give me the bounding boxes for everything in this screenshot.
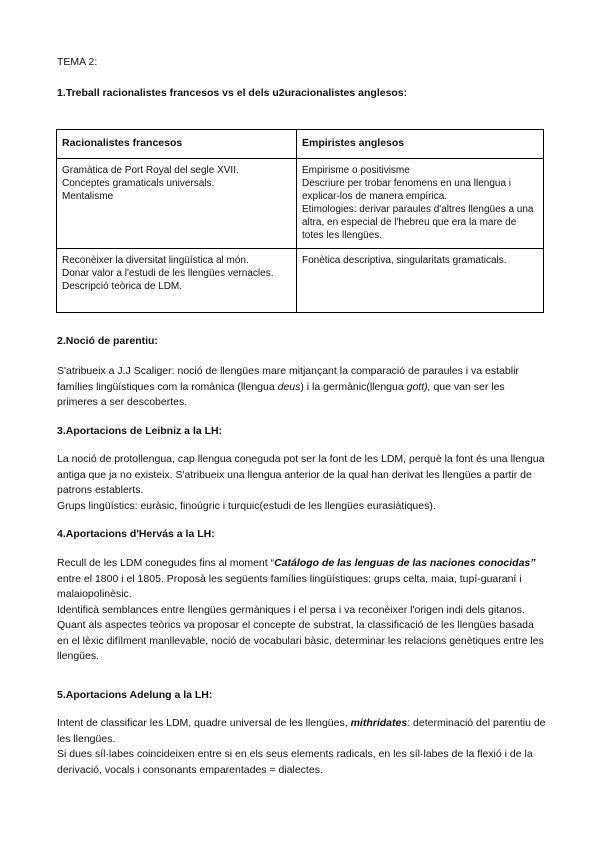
- cell-line: Fonètica descriptiva, singularitats gramaticals.: [302, 255, 507, 266]
- cell-line: Descripció teòrica de LDM.: [62, 281, 183, 292]
- table-cell: [57, 159, 297, 249]
- text-run: entre el 1800 i el 1805. Proposà les següents famílies lingüístiques: grups celta, maia, tupí-guaraní i malaiopolinèsic.: [57, 572, 522, 600]
- table-row: [57, 249, 544, 313]
- section-2-heading: 2.Noció de parentiu:: [57, 335, 158, 347]
- comparison-table: [56, 129, 544, 313]
- cell-line: Descriure per trobar fenomens en una llengua i explicar-los de manera empírica.: [302, 178, 512, 202]
- text-run: Intent de classificar les LDM, quadre universal de les llengües,: [57, 717, 351, 729]
- cell-line: Reconèixer la diversitat lingüística al món.: [62, 255, 249, 266]
- text-run: ) i la germànic(llengua: [300, 380, 407, 393]
- mithridates-term: mithridates: [350, 717, 408, 729]
- section-3-body: [57, 452, 547, 514]
- section-3-heading: 3.Aportacions de Leibniz a la LH:: [57, 425, 223, 437]
- cell-line: Mentalisme: [62, 191, 114, 202]
- paragraph: [57, 556, 547, 603]
- cell-line: Conceptes gramaticals universals.: [62, 178, 215, 189]
- tema-label: TEMA 2:: [57, 56, 98, 68]
- section-2-paragraph: [57, 364, 547, 411]
- text-run: Recull de les LDM conegudes fins al moment “: [57, 557, 275, 569]
- text-run: S'atribueix a J.J Scaliger: noció de llengües mare mitjançant la comparació de paraules i va establir famílies lingüístiques com la romànica (llengua: [57, 365, 519, 393]
- paragraph: Si dues síl·labes coincideixen entre si en els seus elements radicals, en les síl·labes de la flexió i de la derivació, vocals i consonants emparentades = dialectes.: [57, 748, 533, 776]
- table-row: [57, 159, 544, 249]
- text-run: que van ser les primeres a ser descobertes.: [57, 380, 505, 408]
- catalog-title: Catálogo de las lenguas de las naciones conocidas”: [274, 557, 536, 569]
- cell-line: Donar valor a l'estudi de les llengües vernacles.: [62, 268, 274, 279]
- section-4-body: [57, 556, 547, 665]
- paragraph: Quant als aspectes teòrics va proposar el concepte de substrat, la classificació de les llengües basada en el lèxic difílment manllevable, noció de vocabulari bàsic, determinar les relacions genètiques entre les llengües.: [57, 619, 544, 662]
- paragraph: La noció de protollengua, cap llengua coneguda pot ser la font de les LDM, perquè la font és una llengua antiga que ja no existeix. S'atribueix una llengua anterior de la qual han derivat les llengües a partir de patrons establerts.: [57, 453, 545, 496]
- cell-line: Etimologies: derivar paraules d'altres llengües a una altra, en especial de l'hebreu que era la mare de totes les llengües.: [302, 204, 534, 241]
- paragraph: [57, 716, 547, 747]
- table-cell: [57, 249, 297, 313]
- italic-word: deus: [277, 380, 301, 393]
- cell-line: Gramàtica de Port Royal del segle XVII.: [62, 165, 239, 176]
- paragraph: Identificà semblances entre llengües germàniques i el persa i va reconèixer l'origen indi dels gitanos.: [57, 603, 525, 616]
- paragraph: Grups lingüístics: euràsic, finoúgric i turquic(estudi de les llengües eurasiàtiques).: [57, 499, 436, 512]
- text-run: : determinació del parentiu de les llengües.: [57, 717, 546, 745]
- table-header-cell: Empiristes anglesos: [297, 130, 544, 159]
- table-header-row: [57, 130, 544, 159]
- section-5-heading: 5.Aportacions Adelung a la LH:: [57, 689, 213, 701]
- section-4-heading: 4.Aportacions d'Hervás a la LH:: [57, 528, 215, 540]
- section-5-body: [57, 716, 547, 778]
- section-1-heading: 1.Treball racionalistes francesos vs el dels u2uracionalistes anglesos:: [57, 87, 408, 99]
- table-cell: [297, 249, 544, 313]
- cell-line: Empirisme o positivisme: [302, 165, 410, 176]
- italic-word: gott),: [406, 380, 431, 393]
- table-header-cell: Racionalistes francesos: [57, 130, 297, 159]
- table-cell: [297, 159, 544, 249]
